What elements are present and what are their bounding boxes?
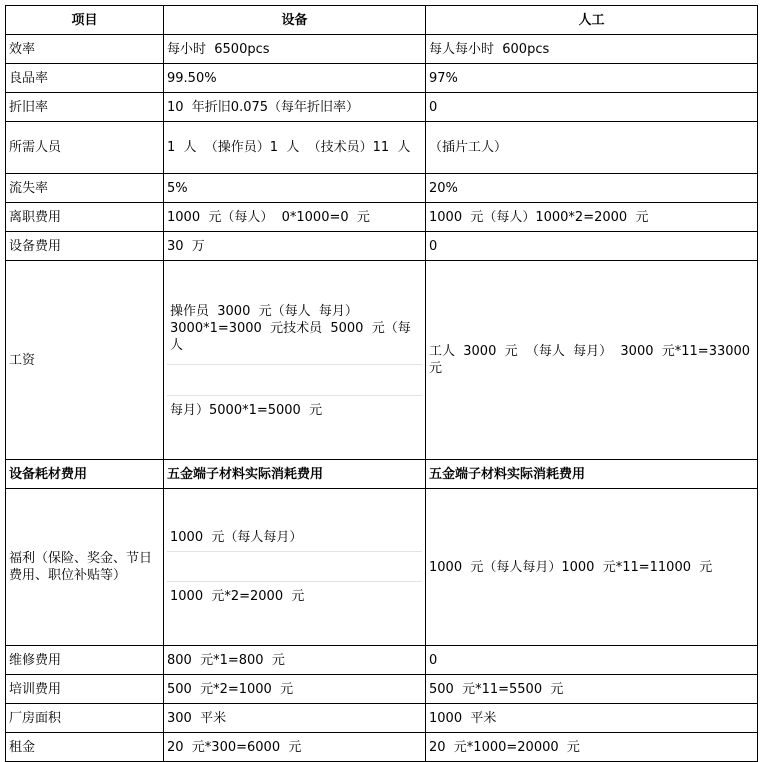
equipment-value: 每小时 6500pcs <box>164 35 426 64</box>
row-label: 租金 <box>6 733 164 762</box>
equipment-value: 30 万 <box>164 232 426 261</box>
header-row <box>6 6 758 35</box>
welfare-equipment-line-1: 1000 元（每人每月） <box>170 529 303 545</box>
row-label: 维修费用 <box>6 646 164 675</box>
equipment-value: 1000 元（每人） 0*1000=0 元 <box>164 203 426 232</box>
welfare-equipment-line-2: 1000 元*2=2000 元 <box>167 581 422 611</box>
row-label: 效率 <box>6 35 164 64</box>
wages-equipment-line-2: 每月）5000*1=5000 元 <box>167 395 422 426</box>
table-row-staff <box>6 122 758 174</box>
table-row-depreciation <box>6 93 758 122</box>
row-label: 离职费用 <box>6 203 164 232</box>
row-label: 培训费用 <box>6 675 164 704</box>
header-manual: 人工 <box>426 6 758 35</box>
equipment-value: 1 人 （操作员）1 人 （技术员）11 人 <box>164 122 426 174</box>
manual-value: 20 元*1000=20000 元 <box>426 733 758 762</box>
header-item: 项目 <box>6 6 164 35</box>
table-row-efficiency <box>6 35 758 64</box>
manual-value: 500 元*11=5500 元 <box>426 675 758 704</box>
equipment-value <box>164 489 426 646</box>
table-row-wages <box>6 261 758 460</box>
table-row-equipment-cost <box>6 232 758 261</box>
manual-value: 97% <box>426 64 758 93</box>
table-row-maintenance <box>6 646 758 675</box>
row-label: 流失率 <box>6 174 164 203</box>
header-equipment: 设备 <box>164 6 426 35</box>
equipment-value: 99.50% <box>164 64 426 93</box>
table-row-resign-cost <box>6 203 758 232</box>
row-label: 福利（保险、奖金、节日费用、职位补贴等） <box>6 489 164 646</box>
equipment-value: 10 年折旧0.075（每年折旧率） <box>164 93 426 122</box>
manual-value: 0 <box>426 232 758 261</box>
equipment-value: 800 元*1=800 元 <box>164 646 426 675</box>
table-row-welfare <box>6 489 758 646</box>
row-label: 折旧率 <box>6 93 164 122</box>
manual-value: 1000 元（每人）1000*2=2000 元 <box>426 203 758 232</box>
row-label: 设备费用 <box>6 232 164 261</box>
comparison-table <box>5 5 758 762</box>
manual-value: 五金端子材料实际消耗费用 <box>426 460 758 489</box>
row-label: 良品率 <box>6 64 164 93</box>
table-row-training <box>6 675 758 704</box>
equipment-value: 五金端子材料实际消耗费用 <box>164 460 426 489</box>
manual-value: 1000 平米 <box>426 704 758 733</box>
manual-value: 0 <box>426 93 758 122</box>
manual-value: 0 <box>426 646 758 675</box>
table-row-yield <box>6 64 758 93</box>
row-label: 设备耗材费用 <box>6 460 164 489</box>
equipment-value <box>164 261 426 460</box>
equipment-value: 5% <box>164 174 426 203</box>
manual-value: 1000 元（每人每月）1000 元*11=11000 元 <box>426 489 758 646</box>
equipment-value: 20 元*300=6000 元 <box>164 733 426 762</box>
row-label: 工资 <box>6 261 164 460</box>
row-label: 所需人员 <box>6 122 164 174</box>
wages-equipment-line-1: 操作员 3000 元（每人 每月）3000*1=3000 元技术员 5000 元（每人 <box>170 304 411 353</box>
manual-value: 每人每小时 600pcs <box>426 35 758 64</box>
manual-value: 20% <box>426 174 758 203</box>
table-row-turnover <box>6 174 758 203</box>
table-row-factory-area <box>6 704 758 733</box>
row-label: 厂房面积 <box>6 704 164 733</box>
table-row-consumables <box>6 460 758 489</box>
table-row-rent <box>6 733 758 762</box>
manual-value: 工人 3000 元 （每人 每月） 3000 元*11=33000元 <box>426 261 758 460</box>
manual-value: （插片工人） <box>426 122 758 174</box>
equipment-value: 500 元*2=1000 元 <box>164 675 426 704</box>
equipment-value: 300 平米 <box>164 704 426 733</box>
